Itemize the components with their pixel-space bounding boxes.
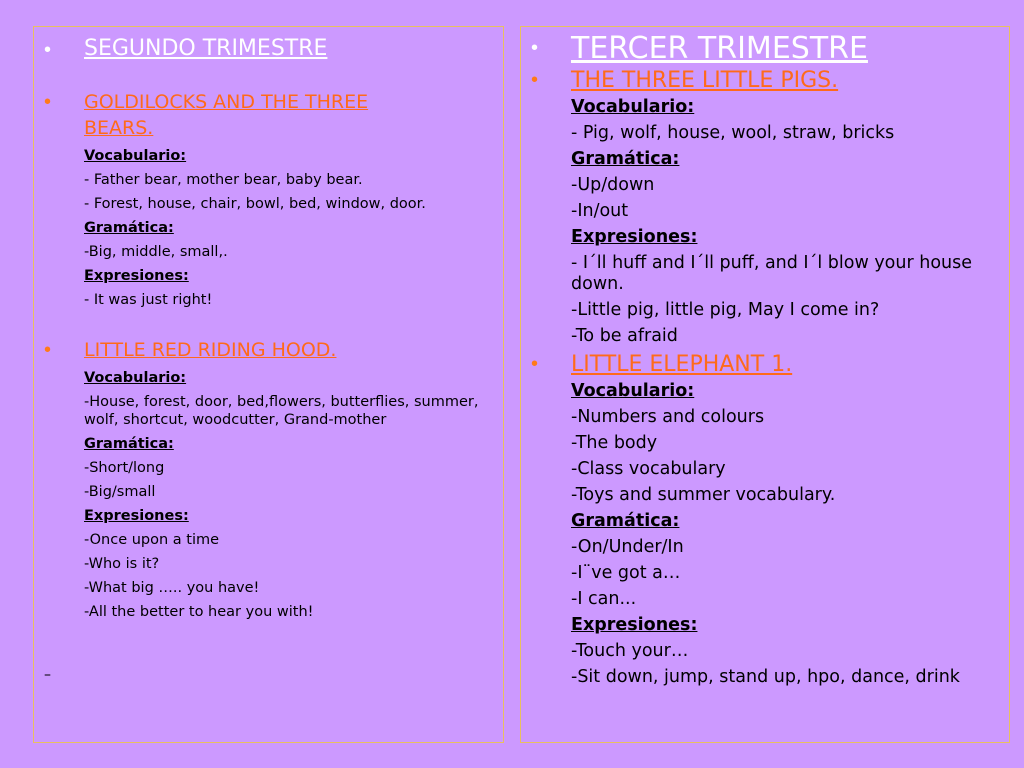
goldilocks-section bbox=[44, 89, 499, 309]
pigs-gram-label: Gramática: bbox=[571, 149, 680, 169]
red-riding-hood-expr-3: -What big ….. you have! bbox=[84, 580, 260, 596]
red-riding-hood-expr-1: -Once upon a time bbox=[84, 532, 220, 548]
elephant-expr-2: -Sit down, jump, stand up, hpo, dance, drink bbox=[571, 667, 960, 687]
pigs-vocab-label: Vocabulario: bbox=[571, 97, 695, 117]
pigs-gram-2: -In/out bbox=[571, 201, 629, 221]
red-riding-hood-title: LITTLE RED RIDING HOOD. bbox=[84, 339, 337, 361]
tercer-trimestre-title: TERCER TRIMESTRE bbox=[571, 31, 868, 66]
elephant-vocab-label: Vocabulario: bbox=[571, 381, 695, 401]
goldilocks-title-line1: GOLDILOCKS AND THE THREE bbox=[84, 91, 369, 113]
elephant-gram-2: -I¨ve got a… bbox=[571, 563, 681, 583]
goldilocks-gram-label: Gramática: bbox=[84, 220, 174, 236]
goldilocks-vocab-label: Vocabulario: bbox=[84, 148, 187, 164]
pigs-expr-1: - I´ll huff and I´ll puff, and I´l blow your house down. bbox=[571, 253, 973, 294]
red-riding-hood-gram-label: Gramática: bbox=[84, 436, 174, 452]
little-elephant-section bbox=[531, 351, 1005, 688]
bullet-icon: • bbox=[44, 91, 52, 113]
segundo-trimestre-panel bbox=[33, 26, 504, 743]
pigs-gram-1: -Up/down bbox=[571, 175, 655, 195]
tercer-trimestre-panel bbox=[520, 26, 1010, 743]
goldilocks-expr-label: Expresiones: bbox=[84, 268, 189, 284]
elephant-gram-label: Gramática: bbox=[571, 511, 680, 531]
red-riding-hood-expr-2: -Who is it? bbox=[84, 556, 160, 572]
little-elephant-title: LITTLE ELEPHANT 1. bbox=[571, 352, 793, 377]
elephant-gram-1: -On/Under/In bbox=[571, 537, 684, 557]
bullet-icon: • bbox=[531, 69, 539, 91]
pigs-expr-label: Expresiones: bbox=[571, 227, 698, 247]
three-little-pigs-section bbox=[531, 67, 1005, 347]
red-riding-hood-vocab-label: Vocabulario: bbox=[84, 370, 187, 386]
red-riding-hood-section bbox=[44, 337, 499, 621]
bullet-icon: • bbox=[531, 37, 539, 59]
elephant-expr-1: -Touch your… bbox=[571, 641, 689, 661]
goldilocks-title-line2: BEARS. bbox=[84, 117, 154, 139]
goldilocks-vocab-2: - Forest, house, chair, bowl, bed, window, door. bbox=[84, 196, 426, 212]
bullet-icon: • bbox=[44, 39, 52, 61]
bullet-icon: • bbox=[531, 353, 539, 375]
red-riding-hood-expr-label: Expresiones: bbox=[84, 508, 189, 524]
red-riding-hood-gram-2: -Big/small bbox=[84, 484, 156, 500]
three-little-pigs-title: THE THREE LITTLE PIGS. bbox=[571, 68, 839, 93]
elephant-vocab-2: -The body bbox=[571, 433, 658, 453]
goldilocks-vocab-1: - Father bear, mother bear, baby bear. bbox=[84, 172, 363, 188]
segundo-trimestre-heading-row bbox=[44, 35, 499, 63]
red-riding-hood-expr-4: -All the better to hear you with! bbox=[84, 604, 314, 620]
pigs-vocab-1: - Pig, wolf, house, wool, straw, bricks bbox=[571, 123, 895, 143]
trailing-dash: – bbox=[44, 667, 51, 683]
goldilocks-title bbox=[84, 89, 454, 141]
elephant-expr-label: Expresiones: bbox=[571, 615, 698, 635]
red-riding-hood-vocab-1: -House, forest, door, bed,flowers, butterflies, summer, wolf, shortcut, woodcutter, Grand-mother bbox=[84, 394, 479, 428]
elephant-vocab-4: -Toys and summer vocabulary. bbox=[571, 485, 836, 505]
goldilocks-expr-1: - It was just right! bbox=[84, 292, 213, 308]
elephant-vocab-1: -Numbers and colours bbox=[571, 407, 765, 427]
pigs-expr-2: -Little pig, little pig, May I come in? bbox=[571, 300, 880, 320]
goldilocks-gram-1: -Big, middle, small,. bbox=[84, 244, 228, 260]
red-riding-hood-gram-1: -Short/long bbox=[84, 460, 165, 476]
elephant-gram-3: -I can... bbox=[571, 589, 637, 609]
tercer-trimestre-heading-row bbox=[531, 31, 1005, 67]
elephant-vocab-3: -Class vocabulary bbox=[571, 459, 726, 479]
pigs-expr-3: -To be afraid bbox=[571, 326, 678, 346]
bullet-icon: • bbox=[44, 339, 52, 361]
segundo-trimestre-title: SEGUNDO TRIMESTRE bbox=[84, 36, 328, 61]
